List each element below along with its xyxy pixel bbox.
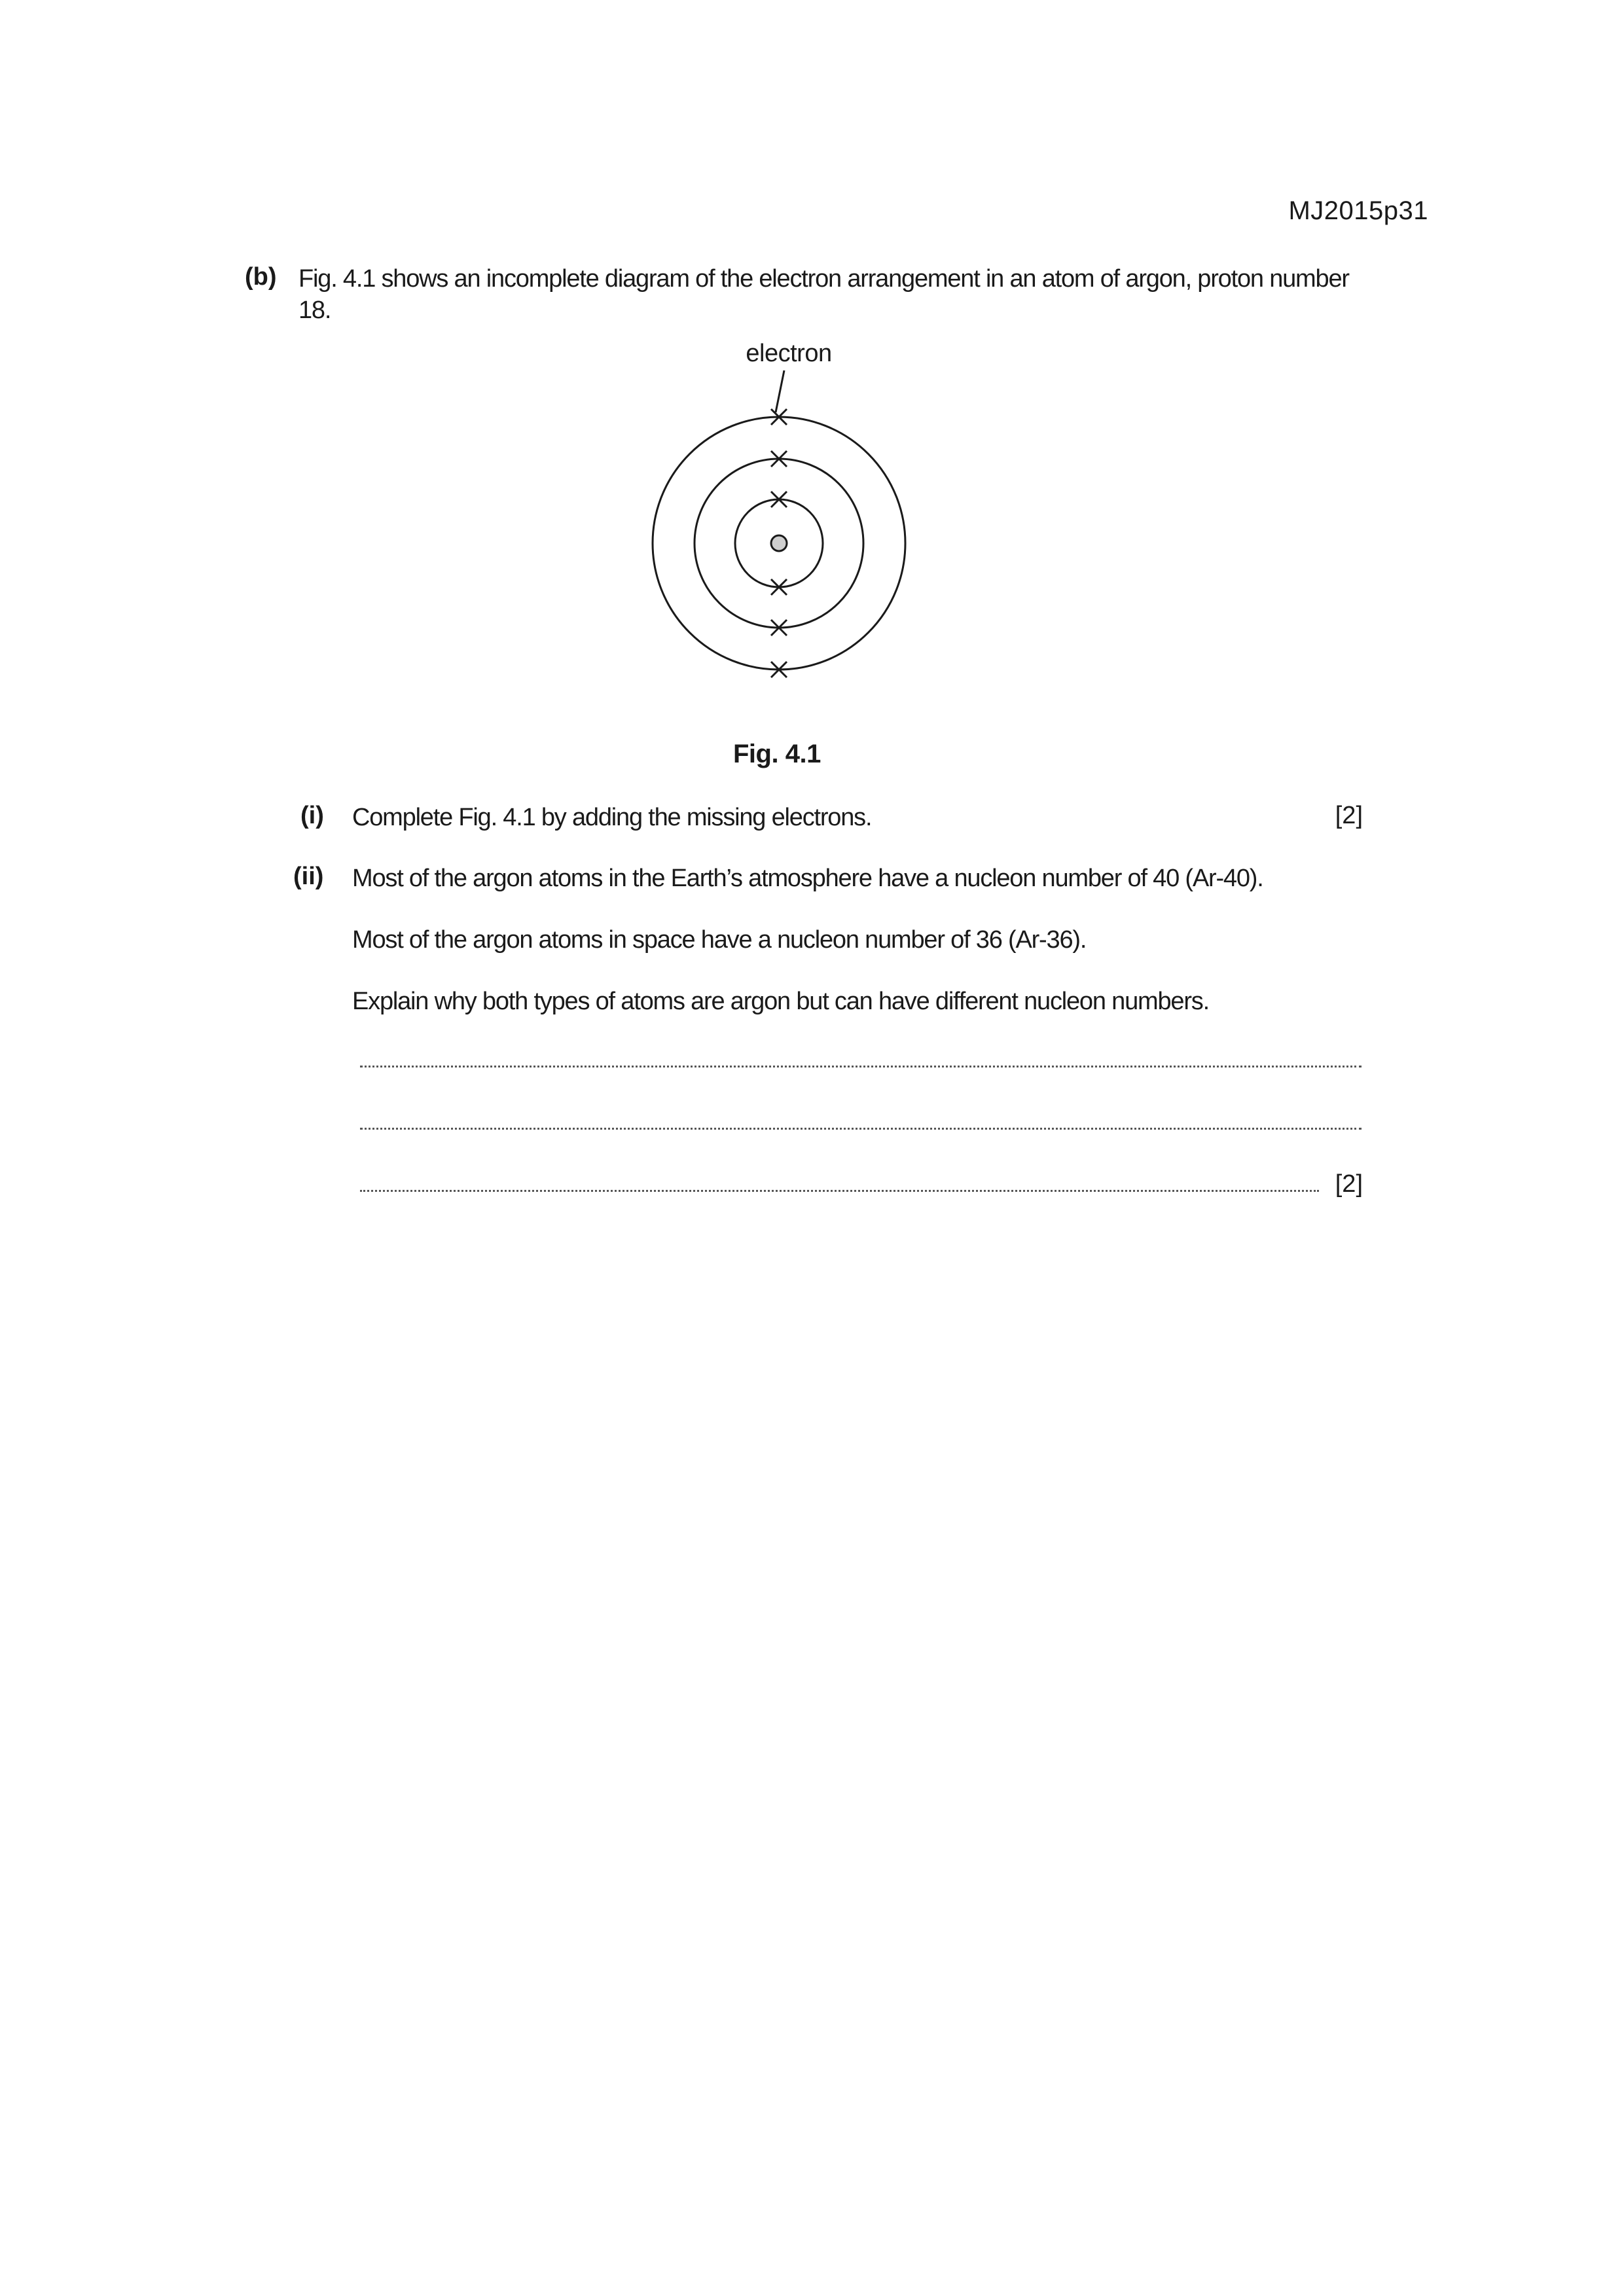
electron-pointer-line [776, 370, 784, 412]
answer-line-2[interactable] [360, 1128, 1362, 1130]
part-b-label: (b) [245, 263, 277, 291]
question-ii-line-3: Explain why both types of atoms are argon but can have different nucleon numbers. [352, 988, 1209, 1015]
answer-line-1[interactable] [360, 1066, 1362, 1067]
question-ii-line-2: Most of the argon atoms in space have a nucleon number of 36 (Ar-36). [352, 926, 1087, 954]
question-i-text: Complete Fig. 4.1 by adding the missing electrons. [352, 804, 872, 831]
paper-reference: MJ2015p31 [1288, 196, 1428, 225]
electron-label: electron [746, 340, 832, 367]
part-b-text: Fig. 4.1 shows an incomplete diagram of the electron arrangement in an atom of argon, proton number 18. [298, 265, 1349, 324]
question-i-label: (i) [300, 802, 324, 829]
figure-caption: Fig. 4.1 [733, 740, 821, 768]
question-i-marks: [2] [1335, 802, 1363, 829]
answer-line-3[interactable] [360, 1190, 1319, 1192]
argon-electron-diagram [0, 0, 1624, 720]
question-ii-label: (ii) [293, 863, 324, 890]
nucleus [771, 535, 787, 551]
question-ii-marks: [2] [1335, 1170, 1363, 1198]
question-ii-line-1: Most of the argon atoms in the Earth’s atmosphere have a nucleon number of 40 (Ar-40). [352, 865, 1263, 892]
